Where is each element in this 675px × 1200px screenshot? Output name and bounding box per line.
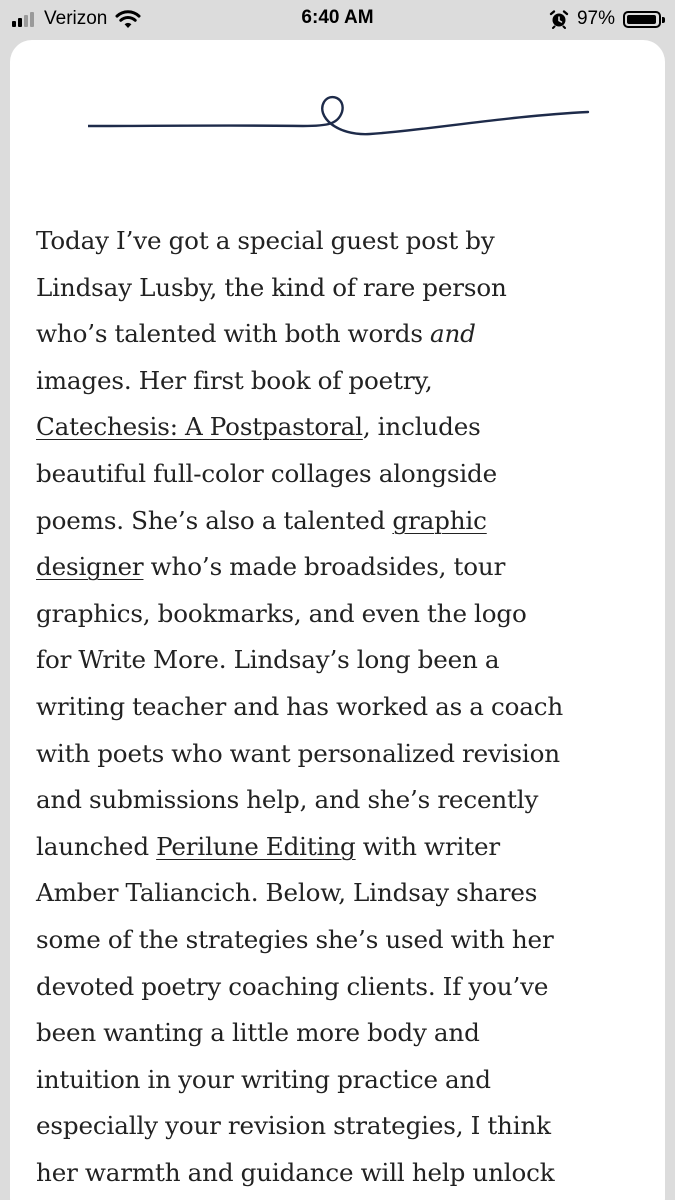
graphic-designer-link[interactable]: designer — [36, 552, 144, 582]
article-text: and submissions help, and she’s recently — [36, 785, 539, 815]
battery-cap — [662, 17, 665, 23]
article-text: poems. She’s also a talented — [36, 505, 393, 535]
article-text: Amber Taliancich. Below, Lindsay shares — [36, 878, 538, 908]
article-text: , includes — [362, 412, 481, 442]
perilune-editing-link[interactable]: Perilune Editing — [156, 831, 356, 861]
article-text: with poets who want personalized revision — [36, 738, 560, 768]
article-text: images. Her first book of poetry, — [36, 365, 433, 395]
article-emphasis: and — [429, 319, 476, 349]
status-bar — [0, 0, 675, 38]
article-text: intuition in your writing practice and — [36, 1064, 491, 1094]
article-text: who’s talented with both words — [36, 319, 430, 349]
catechesis-link[interactable]: Catechesis: A Postpastoral — [36, 412, 363, 442]
article-text: her warmth and guidance will help unlock — [36, 1157, 555, 1187]
article-text: writing teacher and has worked as a coach — [36, 691, 564, 721]
article-text: been wanting a little more body and — [36, 1018, 480, 1048]
article-text: devoted poetry coaching clients. If you’ve — [36, 971, 549, 1001]
article-text: some of the strategies she’s used with her — [36, 924, 554, 954]
article-body — [36, 218, 656, 1196]
article-text: who’s made broadsides, tour — [143, 552, 506, 582]
carrier-name: Verizon — [44, 8, 108, 29]
status-time: 6:40 AM — [301, 7, 374, 28]
article-text: especially your revision strategies, I think — [36, 1111, 551, 1141]
graphic-designer-link[interactable]: graphic — [392, 505, 487, 535]
article-text: beautiful full-color collages alongside — [36, 458, 498, 488]
alarm-clock-icon — [549, 9, 569, 29]
article-text: for Write More. Lindsay’s long been a — [36, 645, 500, 675]
battery-percentage: 97% — [576, 8, 615, 29]
article-text: Today I’ve got a special guest post by — [36, 226, 495, 255]
article-text: Lindsay Lusby, the kind of rare person — [36, 272, 507, 302]
article-card[interactable] — [10, 40, 665, 1200]
decorative-flourish-divider — [88, 88, 608, 148]
article-text: with writer — [355, 831, 500, 861]
battery-icon — [623, 11, 661, 28]
battery-level-fill — [627, 15, 656, 24]
status-right — [549, 7, 661, 31]
article-text: launched — [36, 831, 157, 861]
article-text: graphics, bookmarks, and even the logo — [36, 598, 527, 628]
